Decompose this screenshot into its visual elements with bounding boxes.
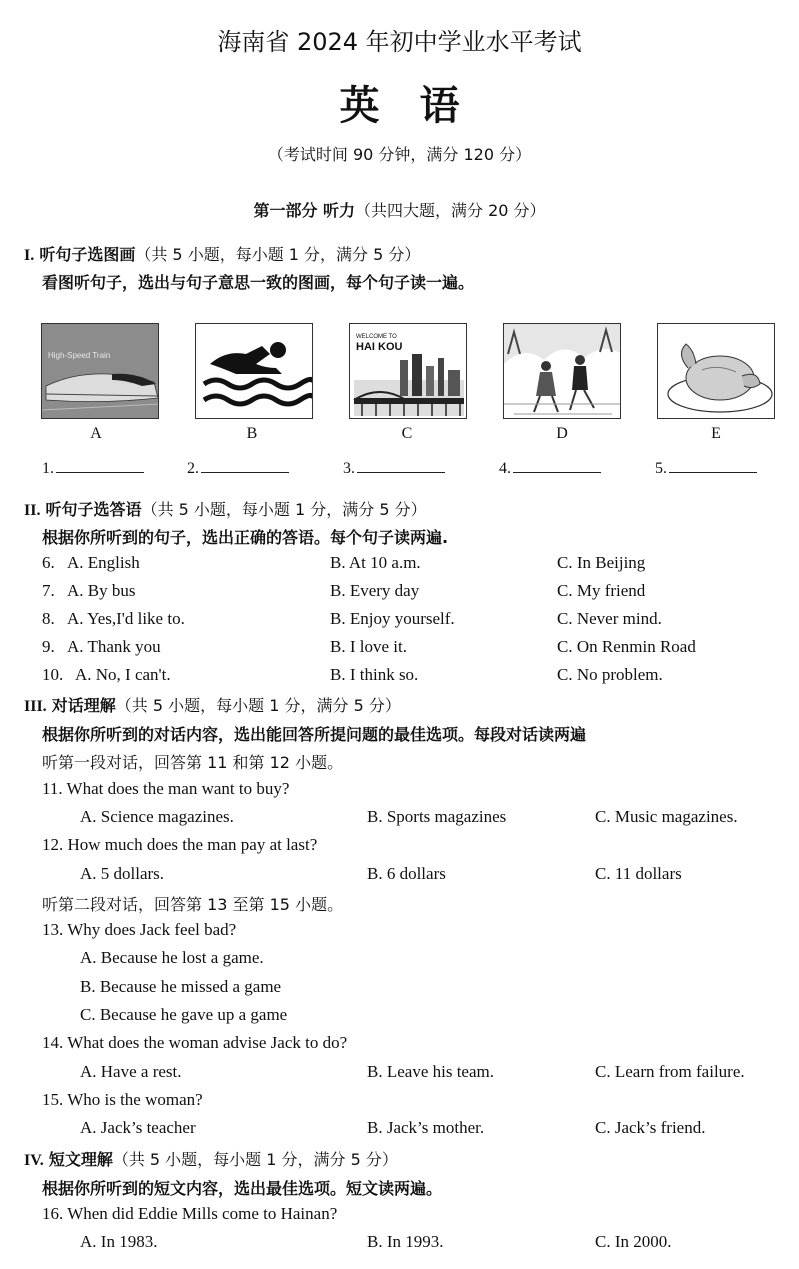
q14-question: 14. What does the woman advise Jack to do? — [42, 1033, 348, 1052]
q16-question: 16. When did Eddie Mills come to Hainan? — [42, 1204, 338, 1223]
q13-question: 13. Why does Jack feel bad? — [42, 920, 237, 939]
section-1-number: I. — [24, 247, 35, 264]
q12-option-a[interactable]: A. 5 dollars. — [80, 864, 165, 883]
section-4-instruction: 根据你所听到的短文内容，选出最佳选项。短文读两遍。 — [42, 1179, 443, 1198]
picture-a-label: A — [90, 425, 102, 442]
q14-option-c[interactable]: C. Learn from failure. — [595, 1062, 745, 1081]
q6-option-c[interactable]: C. In Beijing — [557, 553, 646, 572]
q14-option-a[interactable]: A. Have a rest. — [80, 1062, 182, 1081]
q15-question: 15. Who is the woman? — [42, 1090, 203, 1109]
q13-option-c[interactable]: C. Because he gave up a game — [80, 1005, 288, 1024]
part-info: （共四大题，满分 20 分） — [355, 201, 546, 220]
q12-option-c[interactable]: C. 11 dollars — [595, 864, 682, 883]
section-2-title: 听句子选答语 — [45, 500, 142, 519]
q11-question: 11. What does the man want to buy? — [42, 779, 290, 798]
q8-option-b[interactable]: B. Enjoy yourself. — [330, 609, 455, 628]
q15-option-b[interactable]: B. Jack’s mother. — [367, 1118, 485, 1137]
q7-option-b[interactable]: B. Every day — [330, 581, 420, 600]
q9-number: 9. — [42, 637, 55, 656]
q6-number: 6. — [42, 553, 55, 572]
section-3-info: （共 5 小题，每小题 1 分，满分 5 分） — [115, 696, 401, 715]
section-3-title: 对话理解 — [51, 696, 116, 715]
q7-option-a[interactable]: A. By bus — [67, 581, 136, 600]
q10-option-a[interactable]: A. No, I can't. — [75, 665, 171, 684]
part-label: 第一部分 听力 — [253, 201, 356, 220]
blank-2-num: 2. — [187, 460, 199, 477]
q9-option-b[interactable]: B. I love it. — [330, 637, 407, 656]
section-1-title: 听句子选图画 — [39, 245, 136, 264]
q10-option-c[interactable]: C. No problem. — [557, 665, 663, 684]
answer-blank-4[interactable] — [499, 458, 601, 478]
answer-blank-1[interactable] — [42, 458, 144, 478]
q6-option-b[interactable]: B. At 10 a.m. — [330, 553, 421, 572]
section-4-heading — [24, 1147, 398, 1170]
picture-d-dancers — [503, 323, 621, 419]
answer-blank-2[interactable] — [187, 458, 289, 478]
section-2-instruction: 根据你所听到的句子，选出正确的答语。每个句子读两遍. — [42, 528, 449, 547]
q7-option-c[interactable]: C. My friend — [557, 581, 646, 600]
section-1-instruction: 看图听句子，选出与句子意思一致的图画，每个句子读一遍。 — [42, 273, 475, 292]
exam-title: 海南省 2024 年初中学业水平考试 — [217, 28, 582, 56]
q10-number: 10. — [42, 665, 64, 684]
exam-time-info: （考试时间 90 分钟，满分 120 分） — [267, 145, 532, 164]
answer-blank-5[interactable] — [655, 458, 757, 478]
train-caption-text: High-Speed Train — [48, 351, 111, 360]
q15-option-a[interactable]: A. Jack’s teacher — [80, 1118, 196, 1137]
picture-b-swimming — [195, 323, 313, 419]
q7-number: 7. — [42, 581, 55, 600]
section-4-info: （共 5 小题，每小题 1 分，满分 5 分） — [112, 1150, 398, 1169]
q8-option-a[interactable]: A. Yes,I'd like to. — [67, 609, 185, 628]
section-3-number: III. — [24, 698, 47, 715]
q11-option-a[interactable]: A. Science magazines. — [80, 807, 234, 826]
q14-option-b[interactable]: B. Leave his team. — [367, 1062, 494, 1081]
picture-e-chicken — [657, 323, 775, 419]
q11-option-b[interactable]: B. Sports magazines — [367, 807, 507, 826]
q8-number: 8. — [42, 609, 55, 628]
section-2-info: （共 5 小题，每小题 1 分，满分 5 分） — [141, 500, 427, 519]
section-1-info: （共 5 小题，每小题 1 分，满分 5 分） — [135, 245, 421, 264]
picture-a-train — [41, 323, 159, 419]
q10-option-b[interactable]: B. I think so. — [330, 665, 419, 684]
q9-option-a[interactable]: A. Thank you — [67, 637, 161, 656]
answer-blank-3[interactable] — [343, 458, 445, 478]
blank-1-num: 1. — [42, 460, 54, 477]
section-4-title: 短文理解 — [48, 1150, 113, 1169]
picture-e-label: E — [711, 425, 721, 442]
dialog-2-intro: 听第二段对话，回答第 13 至第 15 小题。 — [42, 895, 344, 914]
picture-d-label: D — [556, 425, 568, 442]
dialog-1-intro: 听第一段对话，回答第 11 和第 12 小题。 — [42, 753, 344, 772]
haikou-welcome-text: WELCOME TO — [356, 334, 397, 340]
q8-option-c[interactable]: C. Never mind. — [557, 609, 662, 628]
q16-option-a[interactable]: A. In 1983. — [80, 1232, 158, 1251]
q16-option-c[interactable]: C. In 2000. — [595, 1232, 672, 1251]
q12-option-b[interactable]: B. 6 dollars — [367, 864, 446, 883]
blank-5-num: 5. — [655, 460, 667, 477]
section-2-heading — [24, 497, 427, 520]
picture-c-label: C — [401, 425, 413, 442]
haikou-name-text: HAI KOU — [356, 341, 403, 353]
picture-b-label: B — [246, 425, 258, 442]
picture-c-haikou — [349, 323, 467, 419]
q13-option-b[interactable]: B. Because he missed a game — [80, 977, 282, 996]
section-4-number: IV. — [24, 1152, 44, 1169]
blank-3-num: 3. — [343, 460, 355, 477]
subject-title: 英语 — [339, 83, 500, 129]
section-2-number: II. — [24, 502, 41, 519]
q12-question: 12. How much does the man pay at last? — [42, 835, 318, 854]
q15-option-c[interactable]: C. Jack’s friend. — [595, 1118, 706, 1137]
q11-option-c[interactable]: C. Music magazines. — [595, 807, 738, 826]
section-1-heading — [24, 242, 420, 265]
section-3-instruction: 根据你所听到的对话内容，选出能回答所提问题的最佳选项。每段对话读两遍 — [42, 725, 587, 744]
q9-option-c[interactable]: C. On Renmin Road — [557, 637, 696, 656]
q16-option-b[interactable]: B. In 1993. — [367, 1232, 444, 1251]
section-3-heading — [24, 693, 401, 716]
blank-4-num: 4. — [499, 460, 511, 477]
part-heading — [0, 198, 799, 221]
q6-option-a[interactable]: A. English — [67, 553, 140, 572]
q13-option-a[interactable]: A. Because he lost a game. — [80, 948, 264, 967]
